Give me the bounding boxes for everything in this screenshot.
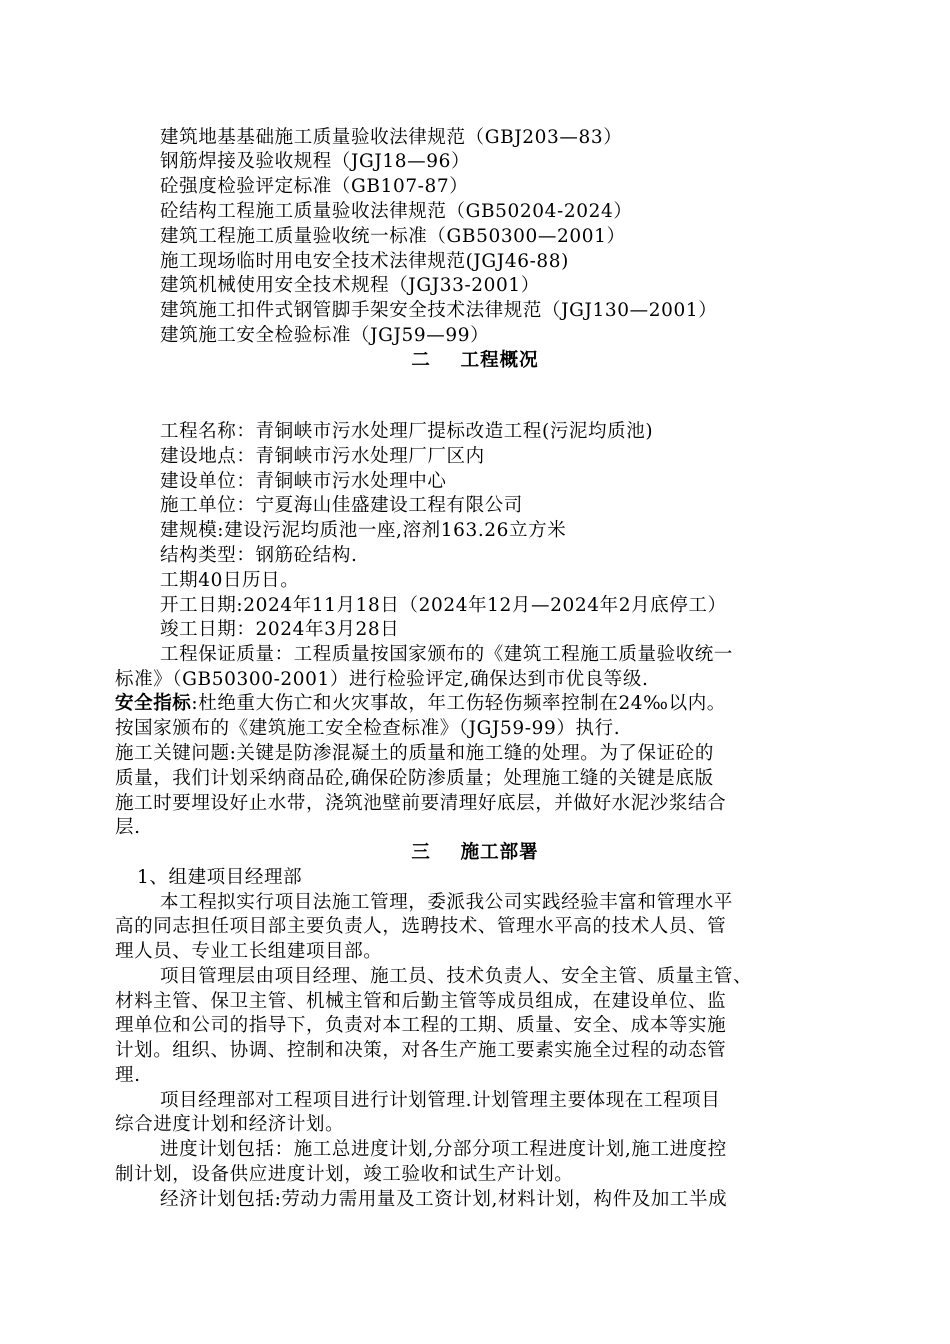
project-contractor: 施工单位：宁夏海山佳盛建设工程有限公司: [160, 495, 523, 516]
safety-line: 按国家颁布的《建筑施工安全检查标准》（JGJ59-99）执行.: [115, 718, 621, 739]
paragraph-line: 材料主管、保卫主管、机械主管和后勤主管等成员组成，在建设单位、监: [115, 991, 727, 1012]
project-finish-date: 竣工日期：2024年3月28日: [160, 619, 400, 640]
paragraph-line: 理单位和公司的指导下，负责对本工程的工期、质量、安全、成本等实施: [115, 1015, 727, 1036]
paragraph-line: 项目管理层由项目经理、施工员、技术负责人、安全主管、质量主管、: [160, 966, 753, 987]
quality-line: 标准》（GB50300-2001）进行检验评定,确保达到市优良等级.: [115, 669, 649, 690]
paragraph-line: 综合进度计划和经济计划。: [115, 1114, 345, 1135]
project-scale: 建规模:建设污泥均质池一座,溶剂163.26立方米: [160, 520, 567, 541]
key-issue-line: 施工关键问题:关键是防渗混凝土的质量和施工缝的处理。为了保证砼的: [115, 743, 714, 764]
paragraph-line: 理人员、专业工长组建项目部。: [115, 941, 383, 962]
section-heading-deployment: 三 施工部署: [411, 842, 539, 863]
paragraph-line: 本工程拟实行项目法施工管理，委派我公司实践经验丰富和管理水平: [160, 892, 734, 913]
standard-item: 建筑施工安全检验标准（JGJ59—99）: [160, 325, 490, 346]
key-issue-line: 质量，我们计划采纳商品砼,确保砼防渗质量；处理施工缝的关键是底版: [115, 768, 714, 789]
subsection-title: 1、组建项目经理部: [137, 867, 303, 888]
project-owner: 建设单位：青铜峡市污水处理中心: [160, 471, 447, 492]
standard-item: 砼结构工程施工质量验收法律规范（GB50204-2024）: [160, 201, 633, 222]
paragraph-line: 计划。组织、协调、控制和决策，对各生产施工要素实施全过程的动态管: [115, 1040, 727, 1061]
key-issue-line: 层.: [115, 817, 141, 838]
paragraph-line: 经济计划包括:劳动力需用量及工资计划,材料计划，构件及加工半成: [160, 1189, 728, 1210]
safety-label: 安全指标: [115, 693, 192, 714]
safety-text: :杜绝重大伤亡和火灾事故，年工伤轻伤频率控制在24‰以内。: [191, 693, 726, 714]
section-heading-overview: 二 工程概况: [411, 350, 539, 371]
key-issue-line: 施工时要埋设好止水带，浇筑池壁前要清理好底层，并做好水泥沙浆结合: [115, 793, 727, 814]
standard-item: 建筑机械使用安全技术规程（JGJ33-2001）: [160, 275, 540, 296]
standard-item: 施工现场临时用电安全技术法律规范(JGJ46-88): [160, 251, 569, 272]
safety-line: [115, 692, 726, 716]
standard-item: 建筑工程施工质量验收统一标准（GB50300—2001）: [160, 226, 626, 247]
project-duration: 工期40日历日。: [160, 570, 300, 591]
project-name: 工程名称：青铜峡市污水处理厂提标改造工程(污泥均质池): [160, 421, 654, 442]
project-start-date: 开工日期:2024年11月18日（2024年12月—2024年2月底停工）: [160, 595, 727, 616]
project-structure: 结构类型：钢筋砼结构.: [160, 545, 358, 566]
standard-item: 钢筋焊接及验收规程（JGJ18—96）: [160, 151, 471, 172]
paragraph-line: 进度计划包括：施工总进度计划,分部分项工程进度计划,施工进度控: [160, 1139, 727, 1160]
standard-item: 砼强度检验评定标准（GB107-87）: [160, 176, 469, 197]
standard-item: 建筑施工扣件式钢管脚手架安全技术法律规范（JGJ130—2001）: [160, 300, 718, 321]
project-location: 建设地点：青铜峡市污水处理厂厂区内: [160, 446, 485, 467]
paragraph-line: 项目经理部对工程项目进行计划管理.计划管理主要体现在工程项目: [160, 1090, 721, 1111]
paragraph-line: 高的同志担任项目部主要负责人，选聘技术、管理水平高的技术人员、管: [115, 916, 727, 937]
standard-item: 建筑地基基础施工质量验收法律规范（GBJ203—83）: [160, 127, 623, 148]
paragraph-line: 理.: [115, 1065, 141, 1086]
paragraph-line: 制计划，设备供应进度计划，竣工验收和试生产计划。: [115, 1164, 574, 1185]
quality-line: 工程保证质量：工程质量按国家颁布的《建筑工程施工质量验收统一: [160, 644, 734, 665]
